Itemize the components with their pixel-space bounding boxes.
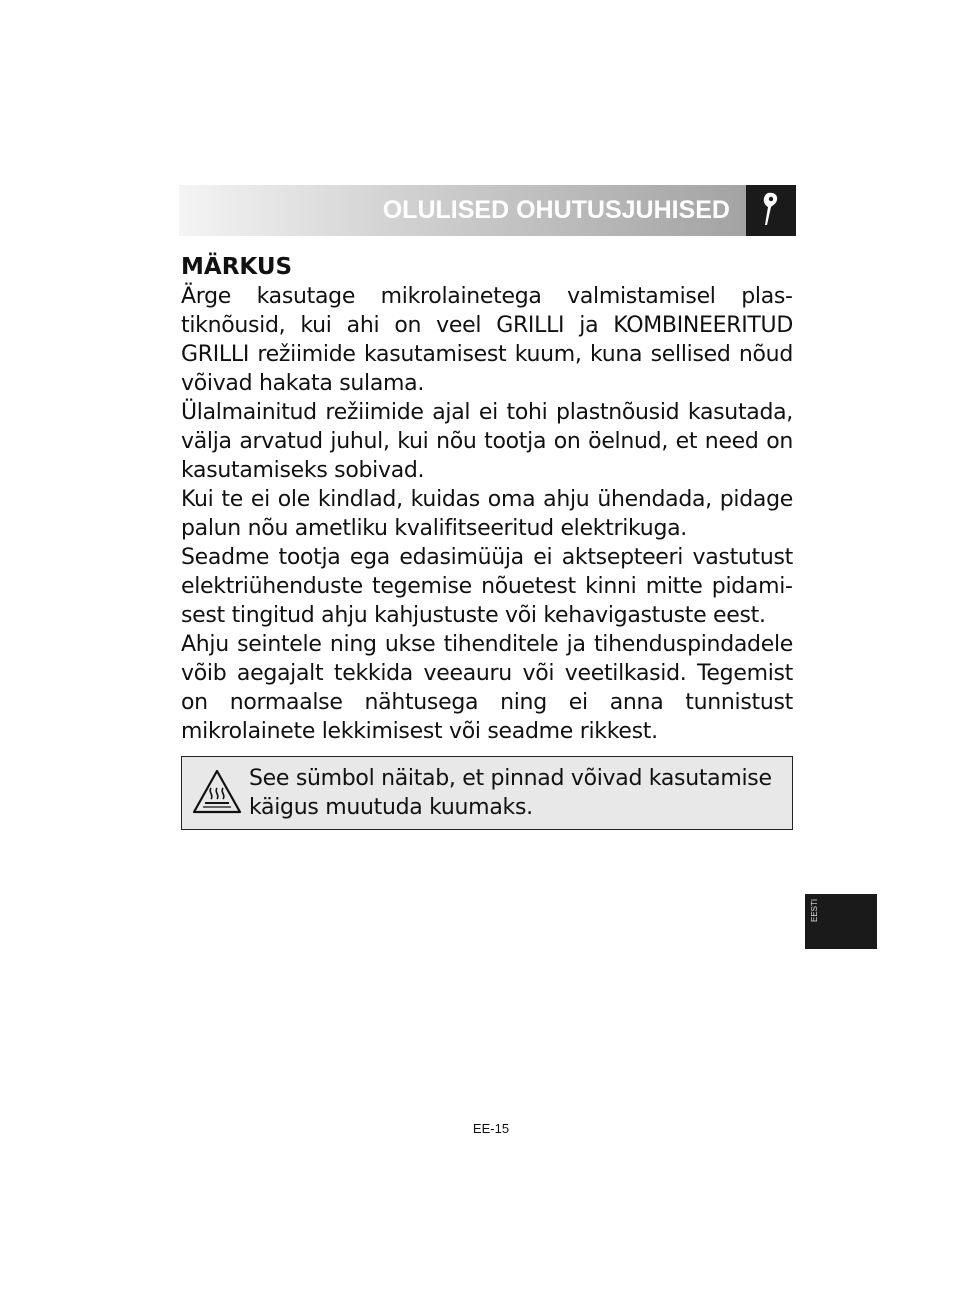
main-content: [181, 252, 793, 746]
paragraph-3: Kui te ei ole kindlad, kuidas oma ahju ühendada, pidage palun nõu ametliku kvalifitseeritud elektrikuga.: [181, 487, 793, 541]
language-tab: [805, 894, 877, 949]
section-title: OLULISED OHUTUSJUHISED: [382, 196, 730, 224]
section-heading: MÄRKUS: [181, 254, 293, 280]
paragraph-4: Seadme tootja ega edasimüüja ei aktsepteeri vastutust elektriühenduste tegemise nõuetest kinni mitte pidamisest tingitud ahju kahjustuste või kehavigastuste eest.: [181, 545, 793, 628]
language-tab-label: EESTI: [810, 898, 819, 922]
section-header-bar: [179, 185, 796, 236]
paragraph-1: Ärge kasutage mikrolainetega valmistamisel plastiknõusid, kui ahi on veel GRILLI ja KOMBINEERITUD GRILLI režiimide kasutamisest kuum, kuna sellised nõud võivad hakata sulama.: [181, 284, 793, 396]
pen-tool-icon: [759, 191, 783, 229]
notice-text: See sümbol näitab, et pinnad võivad kasutamise käigus muutuda kuumaks.: [249, 766, 772, 820]
page-number: EE-15: [472, 1121, 510, 1136]
hot-surface-warning-icon: [191, 768, 243, 816]
paragraph-2: Ülalmainitud režiimide ajal ei tohi plastnõusid kasutada, välja arvatud juhul, kui nõu tootja on öelnud, et need on kasutamiseks sobivad.: [181, 400, 793, 483]
paragraph-5: Ahju seintele ning ukse tihenditele ja tihenduspindadele võib aegajalt tekkida veeauru või veetilkasid. Tegemist on normaalse nähtusega ning ei anna tunnistust mikrolainete lekkimisest või seadme rikkest.: [181, 632, 793, 744]
hot-surface-notice: [181, 756, 793, 830]
header-icon-box: [746, 185, 796, 236]
